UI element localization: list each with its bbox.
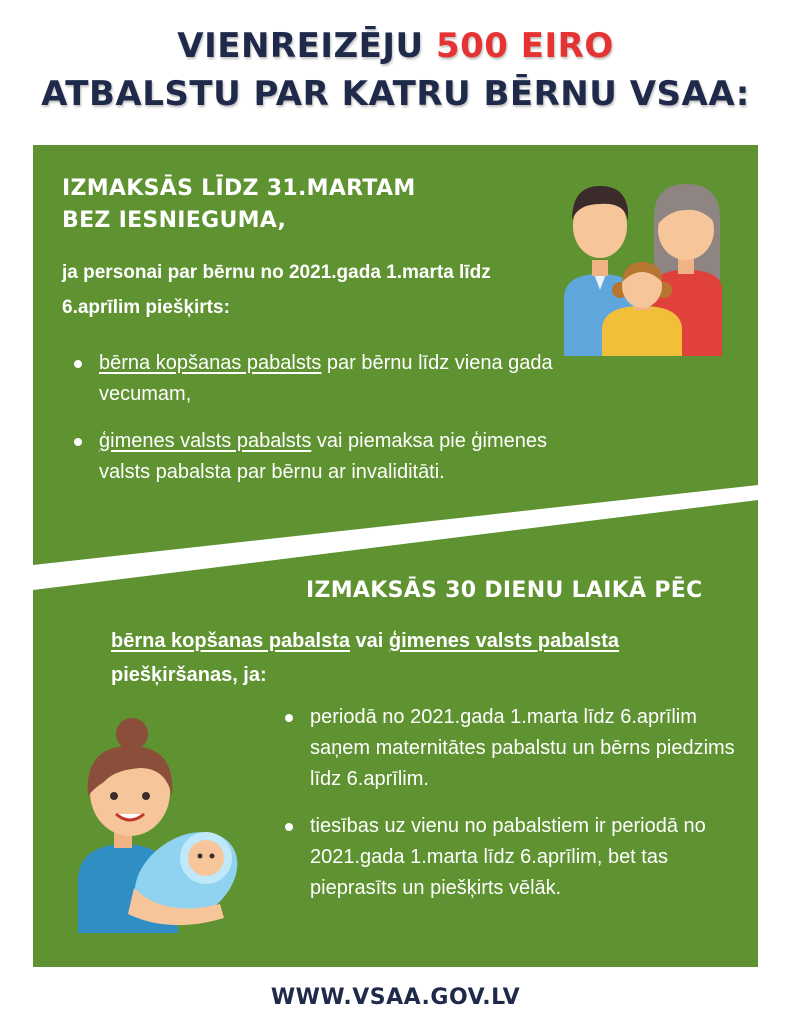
section2-bullet-list — [283, 702, 748, 920]
mother-with-baby-icon — [74, 718, 254, 933]
list-item — [72, 348, 562, 410]
family-icon — [562, 178, 742, 358]
sub-mid-text: vai — [349, 630, 389, 652]
sub-end-text: piešķiršanas, ja: — [111, 664, 267, 686]
benefit-link[interactable]: bērna kopšanas pabalsta — [111, 630, 350, 652]
list-item: periodā no 2021.gada 1.marta līdz 6.aprīlim saņem maternitātes pabalstu un bērns piedzims līdz 6.aprīlim. — [283, 702, 748, 795]
benefit-link[interactable]: ģimenes valsts pabalsta — [388, 630, 620, 652]
list-item — [72, 426, 562, 488]
section1-bullet-list — [72, 348, 562, 504]
section2-heading: IZMAKSĀS 30 DIENU LAIKĀ PĒC — [306, 578, 703, 603]
benefit-link[interactable]: ģimenes valsts pabalsts — [99, 430, 312, 452]
section1-condition: ja personai par bērnu no 2021.gada 1.marta līdz 6.aprīlim piešķirts: — [62, 262, 491, 318]
website-url[interactable]: WWW.VSAA.GOV.LV — [270, 985, 521, 1010]
section1-heading-line2: BEZ IESNIEGUMA, — [62, 208, 287, 233]
title-prefix: VIENREIZĒJU — [177, 26, 424, 66]
bullet-text: vai piemaksa pie ģimenes valsts pabalsta par bērnu ar invaliditāti. — [99, 430, 548, 483]
section2-subheading — [111, 624, 741, 692]
bullet-text: par bērnu līdz viena gada vecumam, — [99, 352, 553, 405]
page-title-line2: ATBALSTU PAR KATRU BĒRNU VSAA: — [41, 74, 750, 114]
benefit-link[interactable]: bērna kopšanas pabalsts — [99, 352, 322, 374]
list-item: tiesības uz vienu no pabalstiem ir periodā no 2021.gada 1.marta līdz 6.aprīlim, bet tas pieprasīts un piešķirts vēlāk. — [283, 811, 748, 904]
title-amount: 500 EIRO — [435, 26, 614, 66]
page-title-line1 — [0, 26, 791, 66]
section1-heading-line1: IZMAKSĀS LĪDZ 31.MARTAM — [62, 176, 416, 201]
